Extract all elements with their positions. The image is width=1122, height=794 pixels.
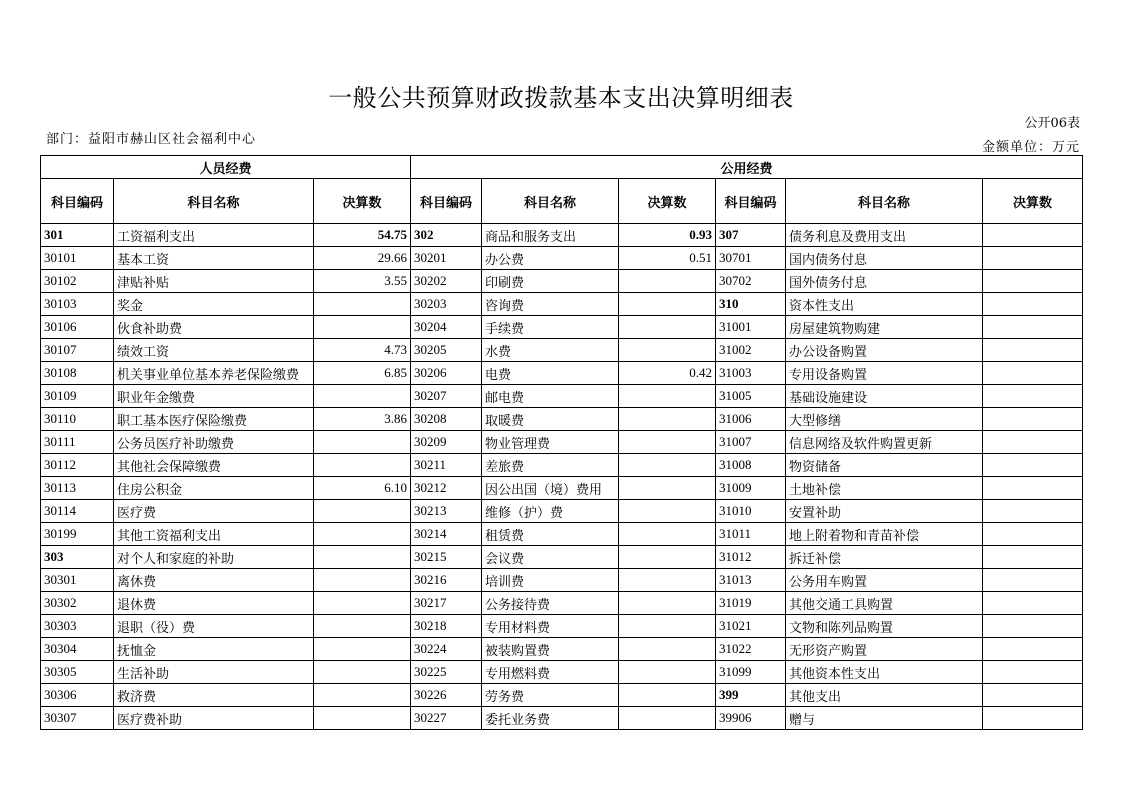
cell-u-amt: 0.51 xyxy=(619,247,716,270)
cell-u-amt xyxy=(619,500,716,523)
cell-u-code: 30214 xyxy=(411,523,482,546)
group-header-row xyxy=(41,156,1083,179)
cell-c-code: 31008 xyxy=(716,454,786,477)
cell-p-amt xyxy=(314,293,411,316)
table-row xyxy=(41,247,1083,270)
cell-u-name: 印刷费 xyxy=(482,270,619,293)
cell-c-amt xyxy=(983,247,1083,270)
cell-u-amt xyxy=(619,546,716,569)
cell-c-code: 31022 xyxy=(716,638,786,661)
cell-c-amt xyxy=(983,408,1083,431)
cell-p-code: 30112 xyxy=(41,454,114,477)
cell-c-code: 39906 xyxy=(716,707,786,730)
cell-u-name: 咨询费 xyxy=(482,293,619,316)
cell-c-name: 其他支出 xyxy=(786,684,983,707)
cell-u-name: 电费 xyxy=(482,362,619,385)
cell-u-code: 30217 xyxy=(411,592,482,615)
cell-p-code: 303 xyxy=(41,546,114,569)
cell-u-name: 培训费 xyxy=(482,569,619,592)
cell-p-amt xyxy=(314,638,411,661)
cell-p-code: 30302 xyxy=(41,592,114,615)
cell-p-amt: 29.66 xyxy=(314,247,411,270)
cell-p-name: 公务员医疗补助缴费 xyxy=(114,431,314,454)
cell-c-amt xyxy=(983,546,1083,569)
cell-p-code: 30106 xyxy=(41,316,114,339)
table-row xyxy=(41,592,1083,615)
col-header-amount: 决算数 xyxy=(983,179,1083,224)
cell-u-name: 劳务费 xyxy=(482,684,619,707)
cell-u-code: 30224 xyxy=(411,638,482,661)
cell-c-name: 其他资本性支出 xyxy=(786,661,983,684)
cell-c-amt xyxy=(983,385,1083,408)
cell-p-name: 医疗费 xyxy=(114,500,314,523)
cell-u-amt xyxy=(619,408,716,431)
cell-u-code: 30206 xyxy=(411,362,482,385)
cell-u-amt xyxy=(619,523,716,546)
cell-c-name: 国外债务付息 xyxy=(786,270,983,293)
cell-u-amt xyxy=(619,707,716,730)
cell-u-name: 物业管理费 xyxy=(482,431,619,454)
public-group-header: 公用经费 xyxy=(411,156,1083,179)
cell-u-name: 维修（护）费 xyxy=(482,500,619,523)
cell-u-code: 30205 xyxy=(411,339,482,362)
cell-c-name: 公务用车购置 xyxy=(786,569,983,592)
department-label: 部门：益阳市赫山区社会福利中心 xyxy=(46,132,257,147)
cell-c-name: 债务利息及费用支出 xyxy=(786,224,983,247)
cell-p-amt xyxy=(314,707,411,730)
cell-p-name: 绩效工资 xyxy=(114,339,314,362)
cell-p-code: 30108 xyxy=(41,362,114,385)
cell-p-code: 30111 xyxy=(41,431,114,454)
cell-c-amt xyxy=(983,224,1083,247)
table-row xyxy=(41,684,1083,707)
cell-p-code: 30307 xyxy=(41,707,114,730)
table-row xyxy=(41,224,1083,247)
cell-u-code: 30204 xyxy=(411,316,482,339)
cell-u-name: 会议费 xyxy=(482,546,619,569)
cell-u-amt xyxy=(619,477,716,500)
cell-c-amt xyxy=(983,707,1083,730)
cell-p-amt: 4.73 xyxy=(314,339,411,362)
cell-c-code: 399 xyxy=(716,684,786,707)
table-row xyxy=(41,454,1083,477)
cell-c-name: 无形资产购置 xyxy=(786,638,983,661)
cell-c-name: 土地补偿 xyxy=(786,477,983,500)
cell-c-name: 专用设备购置 xyxy=(786,362,983,385)
cell-c-amt xyxy=(983,362,1083,385)
table-row xyxy=(41,500,1083,523)
cell-c-code: 31003 xyxy=(716,362,786,385)
col-header-code: 科目编码 xyxy=(41,179,114,224)
table-row xyxy=(41,270,1083,293)
cell-c-name: 办公设备购置 xyxy=(786,339,983,362)
cell-p-code: 30107 xyxy=(41,339,114,362)
cell-p-name: 职工基本医疗保险缴费 xyxy=(114,408,314,431)
table-row xyxy=(41,546,1083,569)
cell-p-amt: 6.10 xyxy=(314,477,411,500)
table-row xyxy=(41,707,1083,730)
cell-p-code: 30102 xyxy=(41,270,114,293)
cell-u-name: 租赁费 xyxy=(482,523,619,546)
cell-c-amt xyxy=(983,638,1083,661)
cell-p-name: 抚恤金 xyxy=(114,638,314,661)
cell-u-amt: 0.42 xyxy=(619,362,716,385)
cell-p-code: 30303 xyxy=(41,615,114,638)
cell-u-code: 30208 xyxy=(411,408,482,431)
cell-u-code: 30216 xyxy=(411,569,482,592)
cell-c-amt xyxy=(983,684,1083,707)
cell-u-amt xyxy=(619,684,716,707)
page-title: 一般公共预算财政拨款基本支出决算明细表 xyxy=(328,84,794,112)
cell-u-code: 30215 xyxy=(411,546,482,569)
cell-p-code: 30113 xyxy=(41,477,114,500)
cell-c-amt xyxy=(983,339,1083,362)
cell-u-amt: 0.93 xyxy=(619,224,716,247)
cell-u-code: 30207 xyxy=(411,385,482,408)
cell-p-code: 30199 xyxy=(41,523,114,546)
cell-p-name: 工资福利支出 xyxy=(114,224,314,247)
col-header-code: 科目编码 xyxy=(411,179,482,224)
cell-c-code: 31011 xyxy=(716,523,786,546)
cell-u-name: 专用燃料费 xyxy=(482,661,619,684)
cell-u-name: 取暖费 xyxy=(482,408,619,431)
cell-c-code: 31099 xyxy=(716,661,786,684)
cell-c-amt xyxy=(983,316,1083,339)
table-row xyxy=(41,339,1083,362)
cell-p-amt xyxy=(314,684,411,707)
cell-p-code: 30301 xyxy=(41,569,114,592)
cell-c-code: 30701 xyxy=(716,247,786,270)
cell-u-name: 被装购置费 xyxy=(482,638,619,661)
cell-u-name: 因公出国（境）费用 xyxy=(482,477,619,500)
cell-p-code: 30109 xyxy=(41,385,114,408)
cell-c-amt xyxy=(983,270,1083,293)
cell-c-amt xyxy=(983,592,1083,615)
cell-c-name: 信息网络及软件购置更新 xyxy=(786,431,983,454)
cell-u-amt xyxy=(619,615,716,638)
cell-u-code: 30218 xyxy=(411,615,482,638)
cell-c-code: 31012 xyxy=(716,546,786,569)
table-row xyxy=(41,661,1083,684)
cell-u-code: 30213 xyxy=(411,500,482,523)
table-row xyxy=(41,477,1083,500)
table-row xyxy=(41,615,1083,638)
cell-c-name: 赠与 xyxy=(786,707,983,730)
cell-p-code: 30305 xyxy=(41,661,114,684)
cell-c-code: 31005 xyxy=(716,385,786,408)
cell-c-name: 物资储备 xyxy=(786,454,983,477)
table-row xyxy=(41,293,1083,316)
table-row xyxy=(41,431,1083,454)
cell-p-name: 住房公积金 xyxy=(114,477,314,500)
cell-c-amt xyxy=(983,500,1083,523)
cell-p-name: 对个人和家庭的补助 xyxy=(114,546,314,569)
cell-c-code: 31007 xyxy=(716,431,786,454)
cell-p-name: 救济费 xyxy=(114,684,314,707)
cell-p-amt xyxy=(314,546,411,569)
cell-c-code: 31019 xyxy=(716,592,786,615)
cell-u-amt xyxy=(619,270,716,293)
cell-u-amt xyxy=(619,454,716,477)
cell-u-code: 30203 xyxy=(411,293,482,316)
cell-c-amt xyxy=(983,477,1083,500)
cell-p-code: 30304 xyxy=(41,638,114,661)
col-header-amount: 决算数 xyxy=(314,179,411,224)
cell-c-amt xyxy=(983,615,1083,638)
cell-p-name: 职业年金缴费 xyxy=(114,385,314,408)
cell-p-amt xyxy=(314,500,411,523)
cell-u-name: 公务接待费 xyxy=(482,592,619,615)
cell-u-name: 差旅费 xyxy=(482,454,619,477)
table-row xyxy=(41,385,1083,408)
cell-c-name: 资本性支出 xyxy=(786,293,983,316)
cell-c-name: 其他交通工具购置 xyxy=(786,592,983,615)
cell-p-name: 离休费 xyxy=(114,569,314,592)
cell-p-name: 伙食补助费 xyxy=(114,316,314,339)
expenditure-table xyxy=(40,155,1083,730)
cell-p-amt: 3.55 xyxy=(314,270,411,293)
cell-p-code: 30110 xyxy=(41,408,114,431)
cell-c-name: 基础设施建设 xyxy=(786,385,983,408)
cell-p-name: 机关事业单位基本养老保险缴费 xyxy=(114,362,314,385)
cell-p-code: 30306 xyxy=(41,684,114,707)
cell-c-code: 30702 xyxy=(716,270,786,293)
cell-p-name: 医疗费补助 xyxy=(114,707,314,730)
cell-p-name: 基本工资 xyxy=(114,247,314,270)
cell-p-amt xyxy=(314,661,411,684)
cell-u-amt xyxy=(619,385,716,408)
cell-u-code: 30201 xyxy=(411,247,482,270)
cell-u-code: 30225 xyxy=(411,661,482,684)
cell-p-code: 30114 xyxy=(41,500,114,523)
cell-p-amt xyxy=(314,569,411,592)
form-number: 公开06表 xyxy=(1024,116,1080,131)
cell-c-amt xyxy=(983,661,1083,684)
cell-p-amt: 6.85 xyxy=(314,362,411,385)
amount-unit-label: 金额单位：万元 xyxy=(981,140,1080,155)
cell-c-name: 安置补助 xyxy=(786,500,983,523)
col-header-name: 科目名称 xyxy=(482,179,619,224)
personnel-group-header: 人员经费 xyxy=(41,156,411,179)
cell-u-name: 水费 xyxy=(482,339,619,362)
cell-p-code: 30103 xyxy=(41,293,114,316)
cell-c-code: 31010 xyxy=(716,500,786,523)
cell-p-amt xyxy=(314,615,411,638)
table-row xyxy=(41,523,1083,546)
cell-p-name: 其他工资福利支出 xyxy=(114,523,314,546)
cell-u-name: 办公费 xyxy=(482,247,619,270)
cell-u-name: 手续费 xyxy=(482,316,619,339)
cell-u-amt xyxy=(619,339,716,362)
cell-u-amt xyxy=(619,592,716,615)
cell-p-code: 301 xyxy=(41,224,114,247)
col-header-code: 科目编码 xyxy=(716,179,786,224)
cell-p-amt xyxy=(314,454,411,477)
cell-c-code: 31002 xyxy=(716,339,786,362)
cell-p-amt: 3.86 xyxy=(314,408,411,431)
cell-c-code: 31009 xyxy=(716,477,786,500)
cell-p-code: 30101 xyxy=(41,247,114,270)
cell-p-amt xyxy=(314,385,411,408)
cell-p-name: 退职（役）费 xyxy=(114,615,314,638)
cell-u-amt xyxy=(619,316,716,339)
cell-c-amt xyxy=(983,523,1083,546)
cell-c-amt xyxy=(983,431,1083,454)
cell-u-amt xyxy=(619,638,716,661)
cell-p-name: 其他社会保障缴费 xyxy=(114,454,314,477)
cell-c-code: 31013 xyxy=(716,569,786,592)
cell-u-name: 邮电费 xyxy=(482,385,619,408)
cell-u-amt xyxy=(619,431,716,454)
cell-u-code: 30212 xyxy=(411,477,482,500)
cell-p-name: 生活补助 xyxy=(114,661,314,684)
cell-u-code: 30202 xyxy=(411,270,482,293)
cell-u-code: 30227 xyxy=(411,707,482,730)
table-row xyxy=(41,408,1083,431)
cell-c-amt xyxy=(983,293,1083,316)
cell-c-code: 310 xyxy=(716,293,786,316)
cell-c-amt xyxy=(983,569,1083,592)
cell-u-amt xyxy=(619,661,716,684)
cell-c-name: 文物和陈列品购置 xyxy=(786,615,983,638)
cell-c-name: 房屋建筑物购建 xyxy=(786,316,983,339)
cell-c-name: 大型修缮 xyxy=(786,408,983,431)
cell-u-code: 30226 xyxy=(411,684,482,707)
cell-c-code: 31021 xyxy=(716,615,786,638)
cell-u-name: 专用材料费 xyxy=(482,615,619,638)
cell-p-name: 津贴补贴 xyxy=(114,270,314,293)
cell-c-name: 国内债务付息 xyxy=(786,247,983,270)
cell-p-amt xyxy=(314,316,411,339)
cell-p-amt: 54.75 xyxy=(314,224,411,247)
cell-u-code: 30209 xyxy=(411,431,482,454)
cell-c-code: 31001 xyxy=(716,316,786,339)
cell-u-code: 302 xyxy=(411,224,482,247)
column-header-row xyxy=(41,179,1083,224)
cell-u-code: 30211 xyxy=(411,454,482,477)
col-header-name: 科目名称 xyxy=(786,179,983,224)
cell-c-name: 地上附着物和青苗补偿 xyxy=(786,523,983,546)
table-row xyxy=(41,638,1083,661)
cell-c-amt xyxy=(983,454,1083,477)
cell-c-code: 307 xyxy=(716,224,786,247)
cell-p-amt xyxy=(314,523,411,546)
cell-u-name: 委托业务费 xyxy=(482,707,619,730)
cell-u-amt xyxy=(619,569,716,592)
cell-p-amt xyxy=(314,592,411,615)
cell-u-amt xyxy=(619,293,716,316)
cell-p-name: 退休费 xyxy=(114,592,314,615)
cell-c-code: 31006 xyxy=(716,408,786,431)
table-row xyxy=(41,316,1083,339)
cell-p-amt xyxy=(314,431,411,454)
cell-u-name: 商品和服务支出 xyxy=(482,224,619,247)
table-row xyxy=(41,362,1083,385)
cell-p-name: 奖金 xyxy=(114,293,314,316)
cell-c-name: 拆迁补偿 xyxy=(786,546,983,569)
col-header-name: 科目名称 xyxy=(114,179,314,224)
table-row xyxy=(41,569,1083,592)
col-header-amount: 决算数 xyxy=(619,179,716,224)
